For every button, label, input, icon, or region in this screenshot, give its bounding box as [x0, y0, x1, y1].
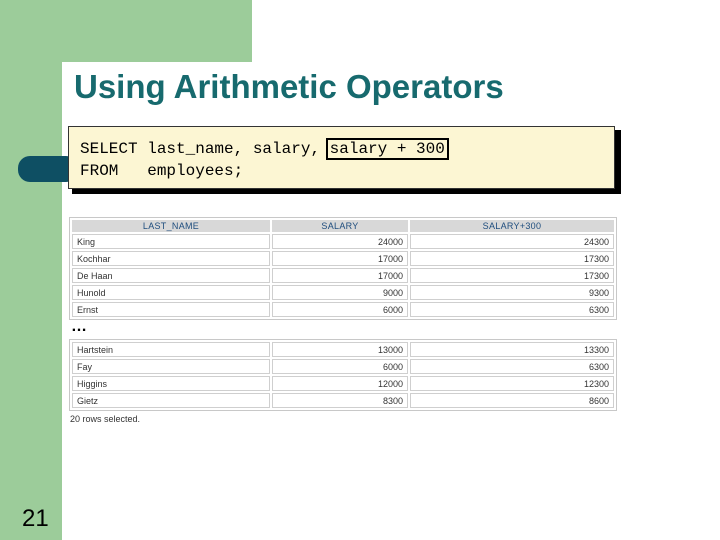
cell-last-name: Kochhar — [72, 251, 270, 266]
slide-title: Using Arithmetic Operators — [74, 68, 504, 105]
column-header-salary: SALARY — [272, 220, 408, 232]
green-side-band — [0, 0, 62, 540]
code-line-1-text: SELECT last_name, salary, — [80, 140, 330, 158]
cell-last-name: Higgins — [72, 376, 270, 391]
table-header-row — [72, 220, 614, 232]
cell-salary: 6000 — [272, 302, 408, 317]
cell-salary-plus-300: 17300 — [410, 251, 614, 266]
result-table-top — [69, 217, 617, 320]
cell-salary-plus-300: 6300 — [410, 302, 614, 317]
cell-salary-plus-300: 13300 — [410, 342, 614, 357]
cell-salary-plus-300: 24300 — [410, 234, 614, 249]
cell-last-name: Hartstein — [72, 342, 270, 357]
cell-salary-plus-300: 9300 — [410, 285, 614, 300]
table-row — [72, 342, 614, 357]
code-line-2: FROM employees; — [80, 162, 244, 180]
rows-omitted-ellipsis: … — [71, 318, 88, 335]
table-row — [72, 393, 614, 408]
cell-last-name: Fay — [72, 359, 270, 374]
column-header-last-name: LAST_NAME — [72, 220, 270, 232]
cell-last-name: King — [72, 234, 270, 249]
cell-salary-plus-300: 6300 — [410, 359, 614, 374]
cell-last-name: De Haan — [72, 268, 270, 283]
table-row — [72, 234, 614, 249]
cell-salary: 24000 — [272, 234, 408, 249]
cell-salary: 12000 — [272, 376, 408, 391]
cell-last-name: Hunold — [72, 285, 270, 300]
cell-salary: 17000 — [272, 268, 408, 283]
column-header-salary-plus-300: SALARY+300 — [410, 220, 614, 232]
result-table-bottom — [69, 339, 617, 411]
cell-last-name: Gietz — [72, 393, 270, 408]
sql-code-box — [68, 126, 615, 189]
cell-salary: 13000 — [272, 342, 408, 357]
table-row — [72, 302, 614, 317]
cell-salary-plus-300: 12300 — [410, 376, 614, 391]
table-row — [72, 285, 614, 300]
cell-salary: 9000 — [272, 285, 408, 300]
cell-salary: 17000 — [272, 251, 408, 266]
highlighted-expression: salary + 300 — [326, 138, 449, 160]
table-row — [72, 251, 614, 266]
cell-salary: 8300 — [272, 393, 408, 408]
rows-selected-footer: 20 rows selected. — [70, 414, 141, 424]
cell-salary: 6000 — [272, 359, 408, 374]
cell-salary-plus-300: 17300 — [410, 268, 614, 283]
table-row — [72, 268, 614, 283]
cell-last-name: Ernst — [72, 302, 270, 317]
table-row — [72, 359, 614, 374]
table-row — [72, 376, 614, 391]
cell-salary-plus-300: 8600 — [410, 393, 614, 408]
page-number: 21 — [22, 505, 49, 532]
code-line-1 — [80, 140, 449, 158]
